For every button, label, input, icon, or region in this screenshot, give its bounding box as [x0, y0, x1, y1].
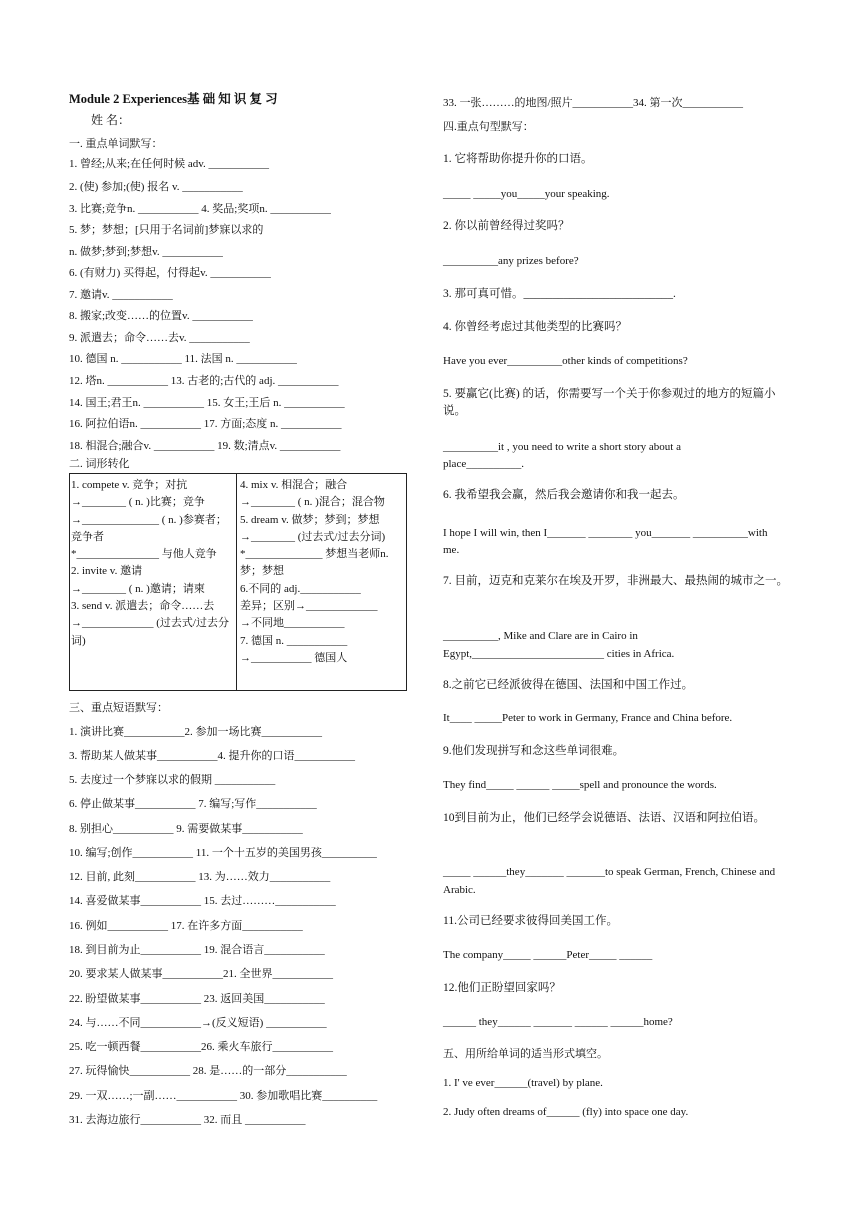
sentence-english: I hope I will win, then I_______ ________ you_______ __________with me. — [443, 527, 768, 556]
phrase-item: 29. 一双……;一副……___________ 30. 参加歌唱比赛__________ — [69, 1090, 378, 1102]
word-form-table — [69, 473, 407, 691]
fill-item: 1. I' ve ever______(travel) by plane. — [443, 1077, 603, 1089]
word-item: 12. 塔n. ___________ 13. 古老的;古代的 adj. ___________ — [69, 375, 339, 387]
word-item: 18. 相混合;融合v. ___________ 19. 数;清点v. ___________ — [69, 440, 341, 452]
sentence-english: ______ they______ _______ ______ ______home? — [443, 1016, 673, 1028]
table-line: →________ (过去式/过去分词) — [240, 530, 386, 543]
sentence-chinese: 10到目前为止，他们已经学会说德语、法语、汉语和阿拉伯语。 — [443, 812, 765, 824]
phrase-item: 20. 要求某人做某事___________21. 全世界___________ — [69, 968, 333, 980]
table-line: →不同地___________ — [240, 617, 345, 630]
phrase-item: 8. 别担心___________ 9. 需要做某事___________ — [69, 823, 303, 835]
section-1-heading: 一. 重点单词默写： — [69, 138, 163, 150]
phrase-item: 16. 例如___________ 17. 在许多方面___________ — [69, 920, 303, 932]
table-line: 差异；区别→_____________ — [240, 600, 378, 613]
sentence-english: __________it , you need to write a short story about a place__________. — [443, 441, 681, 470]
word-item: 14. 国王;君王n. ___________ 15. 女王;王后 n. ___________ — [69, 397, 345, 409]
phrase-item: 6. 停止做某事___________ 7. 编写;写作___________ — [69, 798, 317, 810]
word-item: 5. 梦；梦想；[只用于名词前]梦寐以求的 — [69, 224, 264, 236]
phrase-item: 3. 帮助某人做某事___________4. 提升你的口语___________ — [69, 750, 355, 762]
phrase-item: 24. 与……不同___________→(反义短语) ___________ — [69, 1017, 327, 1029]
section-3-heading: 三、重点短语默写： — [69, 702, 168, 714]
sentence-chinese: 6. 我希望我会赢，然后我会邀请你和我一起去。 — [443, 489, 685, 501]
phrase-item: 18. 到目前为止___________ 19. 混合语言___________ — [69, 944, 325, 956]
word-item: 16. 阿拉伯语n. ___________ 17. 方面;态度 n. ___________ — [69, 418, 342, 430]
table-line: →_____________ (过去式/过去分词) — [71, 617, 229, 647]
word-item: n. 做梦;梦到;梦想v. ___________ — [69, 246, 223, 258]
phrase-item: 14. 喜爱做某事___________ 15. 去过………___________ — [69, 895, 336, 907]
sentence-english: __________, Mike and Clare are in Cairo in Egypt,________________________ cities in Africa. — [443, 630, 675, 660]
sentence-english: They find_____ ______ _____spell and pronounce the words. — [443, 779, 717, 791]
table-left-cell — [71, 477, 234, 650]
word-item: 7. 邀请v. ___________ — [69, 289, 173, 301]
table-divider — [236, 474, 237, 690]
table-line: 4. mix v. 相混合；融合 — [240, 479, 348, 491]
phrase-item: 25. 吃一顿西餐___________26. 乘火车旅行___________ — [69, 1041, 333, 1053]
word-item: 6. (有财力) 买得起，付得起v. ___________ — [69, 267, 271, 279]
phrase-item: 5. 去度过一个梦寐以求的假期 ___________ — [69, 774, 276, 786]
section-2-heading: 二. 词形转化 — [69, 458, 130, 470]
phrase-item: 1. 演讲比赛___________2. 参加一场比赛___________ — [69, 726, 322, 738]
table-line: 2. invite v. 邀请 — [71, 565, 143, 578]
sentence-chinese: 11.公司已经要求彼得回美国工作。 — [443, 915, 618, 927]
sentence-english: It____ _____Peter to work in Germany, France and China before. — [443, 712, 733, 724]
phrase-item: 33. 一张………的地图/照片___________34. 第一次___________ — [443, 97, 744, 109]
sentence-chinese: 7. 目前，迈克和克莱尔在埃及开罗，非洲最大、最热闹的城市之一。 — [443, 575, 788, 587]
table-line: *_______________ 与他人竞争 — [71, 548, 217, 561]
sentence-english: The company_____ ______Peter_____ ______ — [443, 949, 653, 961]
word-item: 9. 派遣去；命令……去v. ___________ — [69, 332, 250, 344]
sentence-english: _____ ______they_______ _______to speak German, French, Chinese and Arabic. — [443, 866, 776, 896]
table-line: 3. send v. 派遣去；命令……去 — [71, 600, 215, 613]
sentence-chinese: 5. 要赢它(比赛) 的话，你需要写一个关于你参观过的地方的短篇小说。 — [443, 388, 776, 417]
table-line: 5. dream v. 做梦；梦到；梦想 — [240, 513, 380, 526]
sentence-chinese: 9.他们发现拼写和念这些单词很难。 — [443, 745, 625, 757]
phrase-item: 22. 盼望做某事___________ 23. 返回美国___________ — [69, 993, 325, 1005]
table-line: *______________ 梦想当老师n. 梦；梦想 — [240, 548, 389, 578]
phrase-item: 10. 编写;创作___________ 11. 一个十五岁的美国男孩__________ — [69, 847, 377, 859]
sentence-chinese: 1. 它将帮助你提升你的口语。 — [443, 153, 593, 165]
table-line: →________ ( n. )邀请；请柬 — [71, 582, 205, 595]
table-right-cell — [240, 477, 404, 667]
phrase-item: 27. 玩得愉快___________ 28. 是……的一部分___________ — [69, 1065, 347, 1077]
table-line: 6.不同的 adj.___________ — [240, 582, 361, 595]
section-4-heading: 四.重点句型默写： — [443, 121, 534, 133]
fill-item: 2. Judy often dreams of______ (fly) into space one day. — [443, 1106, 689, 1118]
word-item: 8. 搬家;改变……的位置v. ___________ — [69, 310, 253, 322]
table-line: 1. compete v. 竞争；对抗 — [71, 479, 188, 491]
sentence-chinese: 4. 你曾经考虑过其他类型的比赛吗？ — [443, 321, 627, 333]
document-title: Module 2 Experiences基 础 知 识 复 习 — [69, 92, 278, 106]
word-item: 2. (使) 参加;(使) 报名 v. ___________ — [69, 181, 243, 193]
phrase-item: 12. 目前, 此刻___________ 13. 为……效力___________ — [69, 871, 331, 883]
word-item: 10. 德国 n. ___________ 11. 法国 n. ___________ — [69, 353, 297, 365]
word-item: 3. 比赛;竞争n. ___________ 4. 奖品;奖项n. ___________ — [69, 203, 331, 215]
sentence-english: Have you ever__________other kinds of competitions? — [443, 355, 688, 367]
sentence-chinese: 3. 那可真可惜。__________________________. — [443, 288, 676, 300]
word-item: 1. 曾经;从来;在任何时候 adv. ___________ — [69, 158, 270, 170]
sentence-chinese: 8.之前它已经派彼得在德国、法国和中国工作过。 — [443, 679, 694, 691]
table-line: →________ ( n. )比赛；竞争 — [71, 496, 205, 509]
table-line: →___________ 德国人 — [240, 651, 348, 664]
sentence-chinese: 12.他们正盼望回家吗？ — [443, 982, 561, 994]
sentence-english: __________any prizes before? — [443, 255, 579, 267]
table-line: 7. 德国 n. ___________ — [240, 634, 348, 647]
section-5-heading: 五、用所给单词的适当形式填空。 — [443, 1048, 608, 1060]
sentence-english: _____ _____you_____your speaking. — [443, 188, 610, 200]
name-label: 姓 名： — [91, 113, 131, 127]
table-line: →______________ ( n. )参赛者；竞争者 — [71, 513, 227, 543]
phrase-item: 31. 去海边旅行___________ 32. 而且 ___________ — [69, 1114, 306, 1126]
sentence-chinese: 2. 你以前曾经得过奖吗？ — [443, 220, 570, 232]
table-line: →________ ( n. )混合；混合物 — [240, 496, 385, 509]
